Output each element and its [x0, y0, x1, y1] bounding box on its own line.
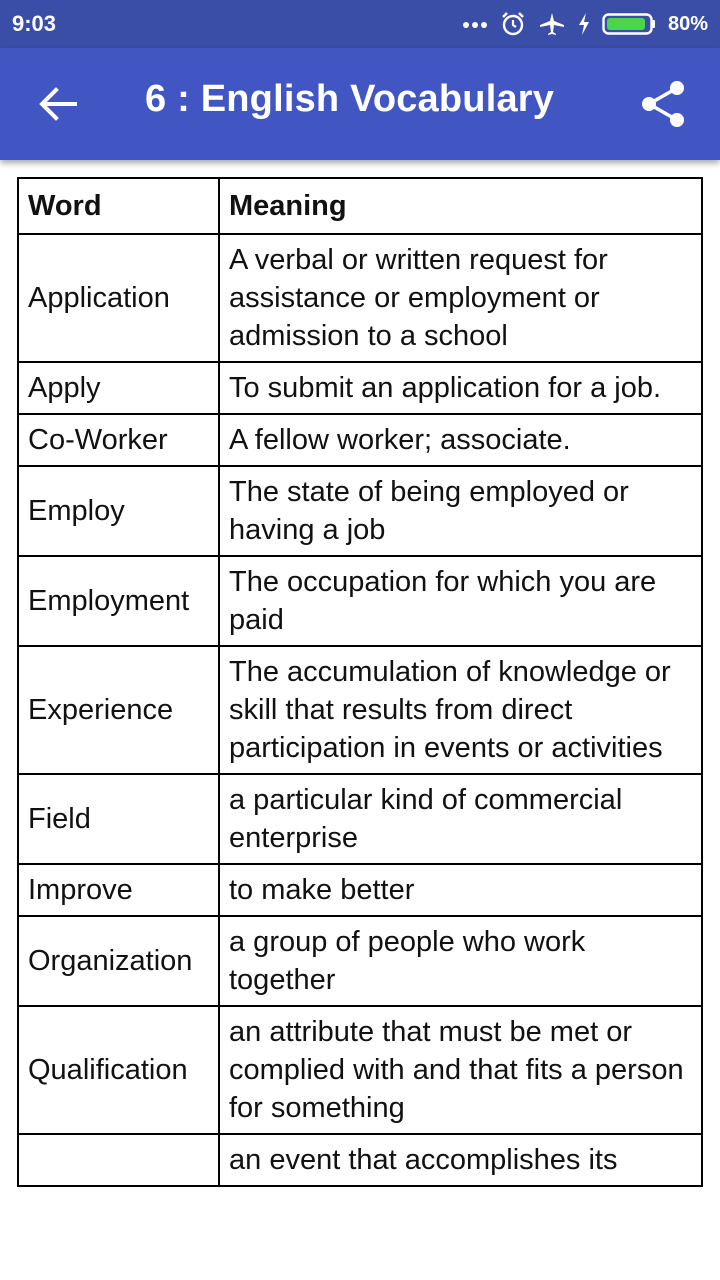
word-cell: Organization	[18, 916, 219, 1006]
status-bar	[0, 0, 720, 48]
back-button[interactable]	[30, 76, 86, 132]
table-header-row	[18, 178, 702, 234]
alarm-icon	[500, 11, 526, 37]
status-icons	[462, 11, 708, 37]
meaning-cell: an attribute that must be met or complied with and that fits a person for something	[219, 1006, 702, 1134]
meaning-cell: A fellow worker; associate.	[219, 414, 702, 466]
airplane-mode-icon	[538, 11, 566, 37]
battery-icon	[602, 12, 656, 36]
word-cell: Qualification	[18, 1006, 219, 1134]
header-meaning: Meaning	[219, 178, 702, 234]
table-row	[18, 466, 702, 556]
table-row	[18, 774, 702, 864]
word-cell: Co-Worker	[18, 414, 219, 466]
meaning-cell: a particular kind of commercial enterprise	[219, 774, 702, 864]
table-row	[18, 362, 702, 414]
table-row	[18, 646, 702, 774]
charging-icon	[578, 13, 590, 35]
table-row	[18, 1006, 702, 1134]
table-row	[18, 556, 702, 646]
arrow-left-icon	[39, 87, 77, 121]
word-cell	[18, 1134, 219, 1186]
meaning-cell: an event that accomplishes its	[219, 1134, 702, 1186]
word-cell: Improve	[18, 864, 219, 916]
more-icon	[462, 19, 488, 29]
meaning-cell: The accumulation of knowledge or skill that results from direct participation in events or activities	[219, 646, 702, 774]
meaning-cell: a group of people who work together	[219, 916, 702, 1006]
word-cell: Experience	[18, 646, 219, 774]
table-row	[18, 234, 702, 362]
word-cell: Field	[18, 774, 219, 864]
table-row	[18, 414, 702, 466]
word-cell: Apply	[18, 362, 219, 414]
meaning-cell: A verbal or written request for assistance or employment or admission to a school	[219, 234, 702, 362]
table-row	[18, 1134, 702, 1186]
word-cell: Application	[18, 234, 219, 362]
word-cell: Employment	[18, 556, 219, 646]
table-row	[18, 916, 702, 1006]
table-row	[18, 864, 702, 916]
vocabulary-table	[17, 177, 703, 1187]
battery-percentage: 80%	[667, 12, 708, 35]
status-time: 9:03	[12, 11, 57, 36]
meaning-cell: To submit an application for a job.	[219, 362, 702, 414]
share-icon	[640, 80, 688, 128]
header-word: Word	[18, 178, 219, 234]
meaning-cell: The state of being employed or having a job	[219, 466, 702, 556]
page-title: 6 : English Vocabulary	[145, 78, 555, 120]
meaning-cell: The occupation for which you are paid	[219, 556, 702, 646]
word-cell: Employ	[18, 466, 219, 556]
meaning-cell: to make better	[219, 864, 702, 916]
app-bar	[0, 48, 720, 160]
content-area[interactable]	[0, 160, 720, 1280]
share-button[interactable]	[636, 76, 692, 132]
